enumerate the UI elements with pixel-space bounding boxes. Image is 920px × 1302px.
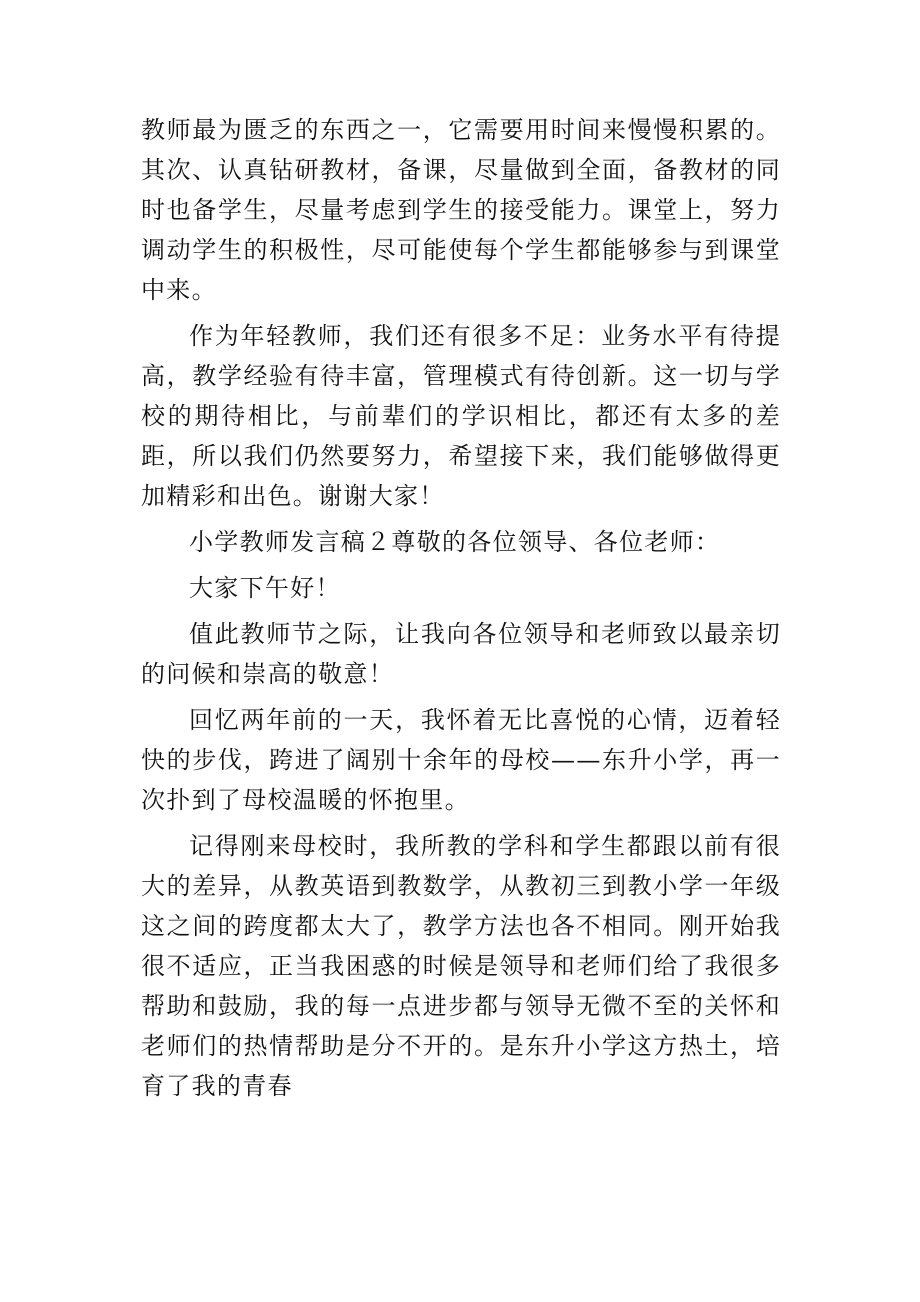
document-body <box>141 110 781 1112</box>
paragraph-continued: 教师最为匮乏的东西之一，它需要用时间来慢慢积累的。其次、认真钻研教材，备课，尽量做到全面，备教材的同时也备学生，尽量考虑到学生的接受能力。课堂上，努力调动学生的积极性，尽可能使每个学生都能够参与到课堂中来。 <box>141 116 781 304</box>
speech-title-greeting: 小学教师发言稿２尊敬的各位领导、各位老师： <box>189 528 721 556</box>
paragraph-adaptation: 记得刚来母校时，我所教的学科和学生都跟以前有很大的差异，从教英语到教数学，从教初三到教小学一年级这之间的跨度都太大了，教学方法也各不相同。刚开始我很不适应，正当我困惑的时候是领导和老师们给了我很多帮助和鼓励，我的每一点进步都与领导无微不至的关怀和老师们的热情帮助是分不开的。是东升小学这方热土，培育了我的青春 <box>141 832 781 1100</box>
paragraph-recollection: 回忆两年前的一天，我怀着无比喜悦的心情，迈着轻快的步伐，跨进了阔别十余年的母校——东升小学，再一次扑到了母校温暖的怀抱里。 <box>141 706 781 814</box>
paragraph-good-afternoon: 大家下午好！ <box>189 574 341 602</box>
paragraph-teachers-day: 值此教师节之际，让我向各位领导和老师致以最亲切的问候和崇高的敬意！ <box>141 620 781 688</box>
paragraph-shortcomings: 作为年轻教师，我们还有很多不足：业务水平有待提高，教学经验有待丰富，管理模式有待创新。这一切与学校的期待相比，与前辈们的学识相比，都还有太多的差距，所以我们仍然要努力，希望接下来，我们能够做得更加精彩和出色。谢谢大家！ <box>141 322 781 510</box>
